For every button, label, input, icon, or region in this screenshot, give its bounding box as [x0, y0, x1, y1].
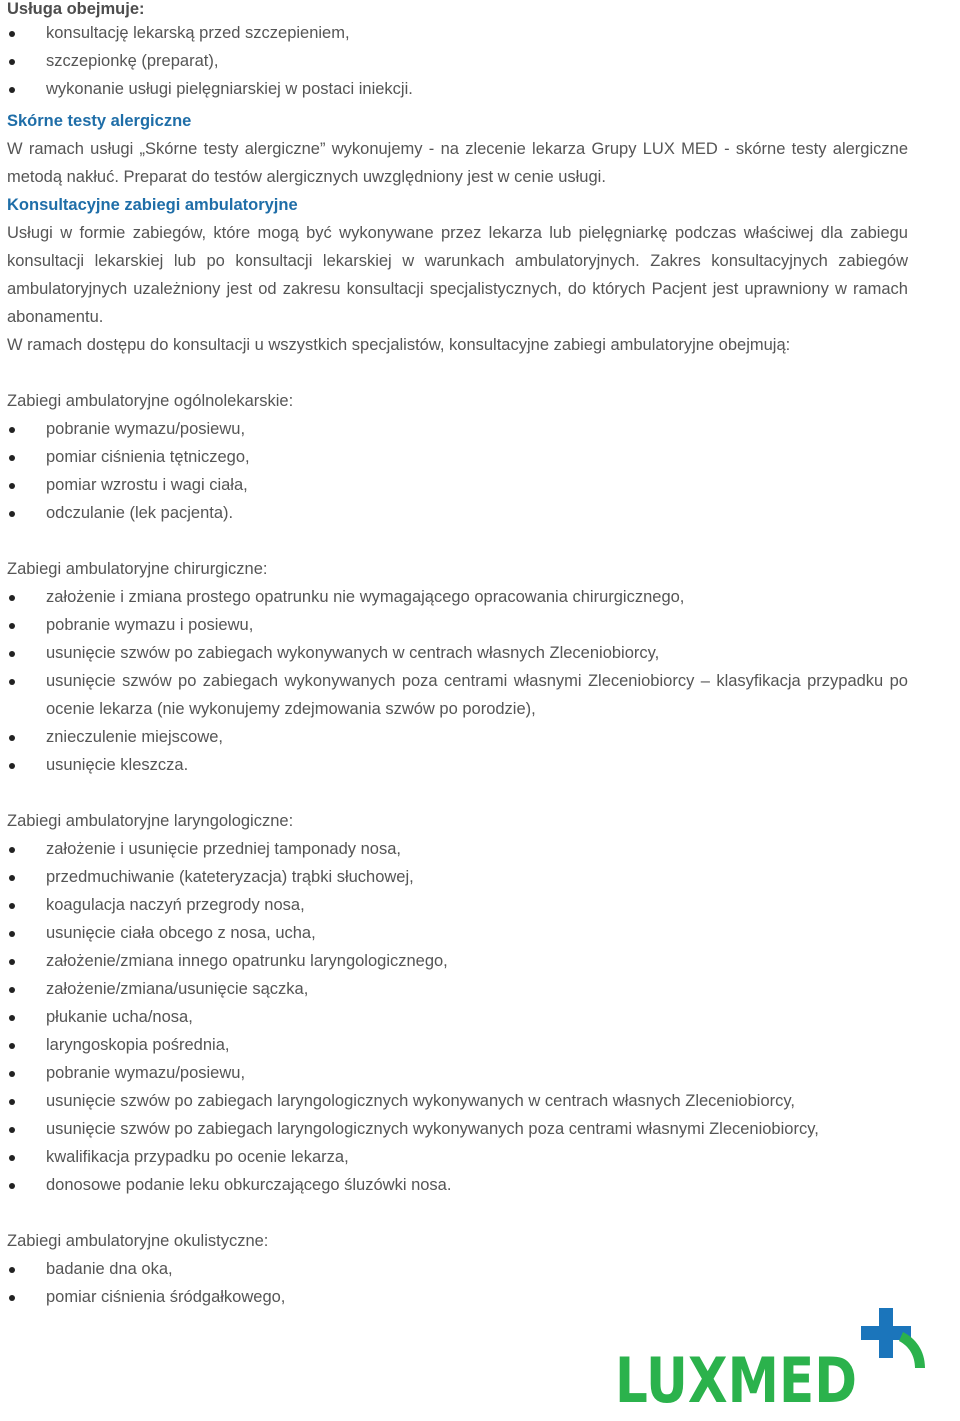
bullet-icon: [9, 1155, 15, 1161]
list-item: konsultację lekarską przed szczepieniem,: [7, 19, 908, 47]
bullet-icon: [9, 735, 15, 741]
bullet-icon: [9, 763, 15, 769]
ambulatory-title: Konsultacyjne zabiegi ambulatoryjne: [7, 196, 298, 214]
bullet-icon: [9, 1071, 15, 1077]
list-item: pomiar wzrostu i wagi ciała,: [7, 471, 908, 499]
bullet-icon: [9, 847, 15, 853]
ophthalmology-procedures-title: Zabiegi ambulatoryjne okulistyczne:: [7, 1232, 269, 1250]
skin-tests-body: W ramach usługi „Skórne testy alergiczne” wykonujemy - na zlecenie lekarza Grupy LUX MED - skórne testy alergiczne metodą nakłuć. Preparat do testów alergicznych uwzględniony jest w cenie usługi.: [7, 140, 908, 186]
list-item: odczulanie (lek pacjenta).: [7, 499, 908, 527]
list-item: usunięcie kleszcza.: [7, 751, 908, 779]
list-item: pobranie wymazu i posiewu,: [7, 611, 908, 639]
bullet-icon: [9, 1015, 15, 1021]
list-item: płukanie ucha/nosa,: [7, 1003, 908, 1031]
document-page: [7, 0, 908, 1311]
list-item: pobranie wymazu/posiewu,: [7, 415, 908, 443]
bullet-icon: [9, 623, 15, 629]
list-item: laryngoskopia pośrednia,: [7, 1031, 908, 1059]
bullet-icon: [9, 59, 15, 65]
bullet-icon: [9, 679, 15, 685]
bullet-icon: [9, 595, 15, 601]
list-item: koagulacja naczyń przegrody nosa,: [7, 891, 908, 919]
list-item: założenie i zmiana prostego opatrunku nie wymagającego opracowania chirurgicznego,: [7, 583, 908, 611]
list-item: donosowe podanie leku obkurczającego śluzówki nosa.: [7, 1171, 908, 1199]
bullet-icon: [9, 1043, 15, 1049]
list-item: założenie/zmiana/usunięcie sączka,: [7, 975, 908, 1003]
luxmed-wordmark: LUXMED: [615, 1344, 857, 1410]
bullet-icon: [9, 87, 15, 93]
bullet-icon: [9, 1295, 15, 1301]
surgical-procedures-list: [7, 583, 908, 779]
surgical-procedures-title: Zabiegi ambulatoryjne chirurgiczne:: [7, 560, 268, 578]
ophthalmology-procedures-list: [7, 1255, 908, 1311]
list-item: usunięcie szwów po zabiegach laryngologicznych wykonywanych poza centrami własnymi Zleceniobiorcy,: [7, 1115, 908, 1143]
bullet-icon: [9, 1183, 15, 1189]
bullet-icon: [9, 31, 15, 37]
laryngology-procedures-list: [7, 835, 908, 1199]
service-includes-list: [7, 19, 908, 103]
luxmed-swoosh-icon: [899, 1332, 925, 1368]
list-item: usunięcie szwów po zabiegach wykonywanych w centrach własnych Zleceniobiorcy,: [7, 639, 908, 667]
ambulatory-body: Usługi w formie zabiegów, które mogą być wykonywane przez lekarza lub pielęgniarkę podczas właściwej dla zabiegu konsultacji lekarskiej lub po konsultacji lekarskiej w warunkach ambulatoryjnych. Zakres konsultacyjnych zabiegów ambulatoryjnych uzależniony jest od zakresu konsultacji specjalistycznych, do których Pacjent jest uprawniony w ramach abonamentu.: [7, 224, 908, 326]
list-item: pomiar ciśnienia śródgałkowego,: [7, 1283, 908, 1311]
list-item: usunięcie szwów po zabiegach laryngologicznych wykonywanych w centrach własnych Zleceniobiorcy,: [7, 1087, 908, 1115]
bullet-icon: [9, 1099, 15, 1105]
bullet-icon: [9, 511, 15, 517]
bullet-icon: [9, 1267, 15, 1273]
general-procedures-list: [7, 415, 908, 527]
laryngology-procedures-title: Zabiegi ambulatoryjne laryngologiczne:: [7, 812, 294, 830]
list-item: usunięcie szwów po zabiegach wykonywanych poza centrami własnymi Zleceniobiorcy – klasyfikacja przypadku po ocenie lekarza (nie wykonujemy zdejmowania szwów po porodzie),: [7, 667, 908, 723]
bullet-icon: [9, 903, 15, 909]
list-item: pobranie wymazu/posiewu,: [7, 1059, 908, 1087]
list-item: pomiar ciśnienia tętniczego,: [7, 443, 908, 471]
bullet-icon: [9, 959, 15, 965]
list-item: szczepionkę (preparat),: [7, 47, 908, 75]
list-item: badanie dna oka,: [7, 1255, 908, 1283]
ambulatory-scope-text: W ramach dostępu do konsultacji u wszystkich specjalistów, konsultacyjne zabiegi ambulatoryjne obejmują:: [7, 336, 791, 354]
general-procedures-title: Zabiegi ambulatoryjne ogólnolekarskie:: [7, 392, 294, 410]
list-item: usunięcie ciała obcego z nosa, ucha,: [7, 919, 908, 947]
list-item: znieczulenie miejscowe,: [7, 723, 908, 751]
bullet-icon: [9, 875, 15, 881]
skin-tests-title: Skórne testy alergiczne: [7, 112, 192, 130]
bullet-icon: [9, 931, 15, 937]
bullet-icon: [9, 427, 15, 433]
list-item: założenie/zmiana innego opatrunku laryngologicznego,: [7, 947, 908, 975]
bullet-icon: [9, 455, 15, 461]
luxmed-logo: [615, 1306, 930, 1410]
service-includes-heading: Usługa obejmuje:: [7, 0, 145, 18]
bullet-icon: [9, 1127, 15, 1133]
bullet-icon: [9, 987, 15, 993]
list-item: kwalifikacja przypadku po ocenie lekarza,: [7, 1143, 908, 1171]
bullet-icon: [9, 651, 15, 657]
list-item: przedmuchiwanie (kateteryzacja) trąbki słuchowej,: [7, 863, 908, 891]
bullet-icon: [9, 483, 15, 489]
list-item: założenie i usunięcie przedniej tamponady nosa,: [7, 835, 908, 863]
list-item: wykonanie usługi pielęgniarskiej w postaci iniekcji.: [7, 75, 908, 103]
